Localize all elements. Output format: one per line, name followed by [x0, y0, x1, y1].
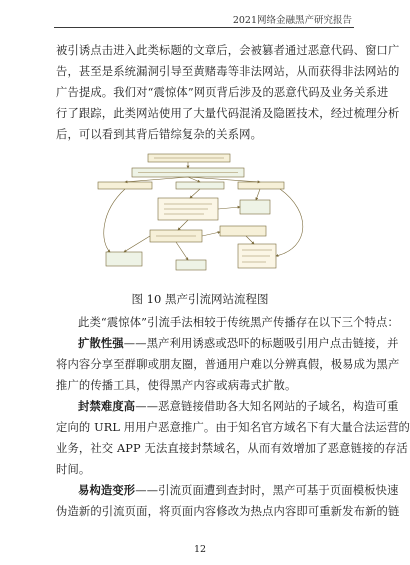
text-line: 伪造新的引流页面，将页面内容修改为热点内容即可重新发布新的链: [56, 505, 400, 518]
text-line: 被引诱点击进入此类标题的文章后，会被篡者通过恶意代码、窗口广: [56, 44, 400, 57]
text-line: 后，可以看到其背后错综复杂的关系网。: [56, 128, 263, 141]
feature-2-line: [56, 396, 399, 417]
text-line: 定向的 URL 用用户恶意推广。由于知名官方域名下有大量合法运营的: [56, 421, 410, 434]
text-line: 告，甚至是系统漏洞引导至黄赌毒等非法网站，从而获得非法网站的: [56, 65, 400, 78]
text-line: 推广的传播工具，使得黑产内容或病毒式扩散。: [56, 379, 297, 392]
text-line: 将内容分享至群聊或朋友圈，普通用户难以分辨真假，极易成为黑产: [56, 358, 400, 371]
feature-3-line: [56, 480, 399, 501]
feature-term: 封禁难度高: [78, 399, 136, 413]
feature-text: ——引流页面遭到查封时，黑产可基于页面模板快速: [135, 484, 399, 497]
feature-term: 易构造变形: [78, 483, 136, 497]
feature-text: ——恶意链接借助各大知名网站的子域名，构造可重: [135, 400, 399, 413]
header-rule: [54, 27, 354, 28]
text-line: 行了跟踪，此类网站使用了大量代码混淆及隐匿技术，经过梳理分析: [56, 107, 400, 120]
flowchart-figure: [80, 152, 320, 284]
running-header: 2021网络金融黑产研究报告: [232, 15, 352, 26]
text-line: 时间。: [56, 463, 91, 476]
paragraph-intro: [56, 40, 400, 145]
paragraph-features: [56, 312, 410, 522]
page-number: 12: [193, 544, 207, 555]
text-line: 业务，社交 APP 无法直接封禁域名，从而有效增加了恶意链接的存活: [56, 442, 408, 455]
figure-caption: 图 10 黑产引流网站流程图: [131, 292, 269, 306]
feature-1-line: [56, 333, 399, 354]
features-intro: 此类“震惊体”引流手法相较于传统黑产传播存在以下三个特点：: [78, 316, 399, 329]
flowchart-graphic: [98, 154, 303, 270]
text-line: 广告提成。我们对“震惊体”网页背后涉及的恶意代码及业务关系进: [56, 86, 389, 99]
feature-term: 扩散性强: [78, 336, 124, 350]
feature-text: ——黑产利用诱惑或恐吓的标题吸引用户点击链接，并: [123, 337, 399, 350]
